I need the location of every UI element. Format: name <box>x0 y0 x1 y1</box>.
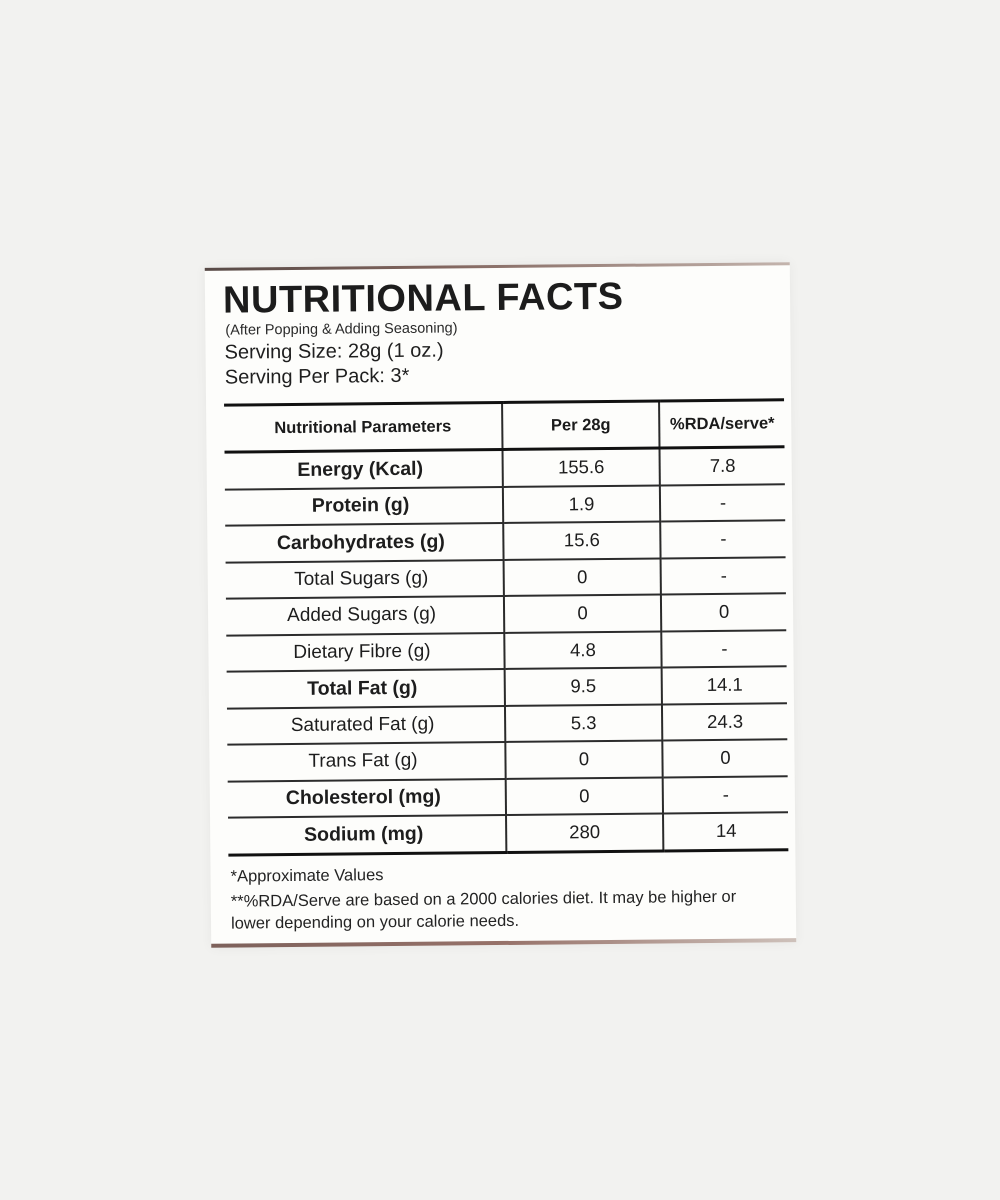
footnote-rda: **%RDA/Serve are based on a 2000 calories diet. It may be higher or lower depending on your calorie needs. <box>230 887 737 933</box>
table-row <box>226 557 786 599</box>
serving-per-pack-text: Serving Per Pack: 3* <box>224 365 410 390</box>
row-parameter: Energy (Kcal) <box>225 450 503 490</box>
row-per-serving: 0 <box>504 595 661 633</box>
row-per-serving: 155.6 <box>503 448 660 487</box>
table-row <box>228 812 788 854</box>
row-per-serving: 280 <box>506 814 663 853</box>
row-parameter: Saturated Fat (g) <box>227 706 505 745</box>
row-rda: - <box>660 484 785 522</box>
footnotes <box>230 860 776 935</box>
row-parameter: Cholesterol (mg) <box>228 779 506 818</box>
row-parameter: Carbohydrates (g) <box>225 523 503 562</box>
row-rda: 24.3 <box>662 703 787 741</box>
nutrition-label-panel <box>205 262 797 948</box>
row-parameter: Sodium (mg) <box>228 815 506 855</box>
row-parameter: Protein (g) <box>225 487 503 526</box>
nutrition-table <box>224 398 788 856</box>
row-per-serving: 0 <box>505 741 662 779</box>
row-per-serving: 4.8 <box>504 631 661 669</box>
serving-size-text: Serving Size: 28g (1 oz.) <box>224 339 444 364</box>
row-rda: - <box>660 520 785 558</box>
table-row <box>227 703 787 745</box>
row-rda: - <box>663 776 788 814</box>
row-rda: 7.8 <box>660 447 785 485</box>
label-subtitle: (After Popping & Adding Seasoning) <box>225 320 458 339</box>
column-header-per-serving: Per 28g <box>502 401 659 450</box>
row-parameter: Trans Fat (g) <box>227 742 505 781</box>
row-rda: 14 <box>663 812 788 850</box>
table-row <box>227 666 787 708</box>
table-header-row <box>224 400 784 452</box>
row-per-serving: 9.5 <box>505 668 662 706</box>
row-rda: - <box>661 630 786 668</box>
row-rda: 0 <box>661 593 786 631</box>
footnote-approximate: *Approximate Values <box>230 865 384 886</box>
row-per-serving: 15.6 <box>503 522 660 560</box>
row-parameter: Total Sugars (g) <box>226 560 504 599</box>
row-rda: 14.1 <box>662 666 787 704</box>
table-row <box>225 484 785 526</box>
table-row <box>225 447 785 489</box>
table-row <box>227 739 787 781</box>
table-header <box>224 400 784 452</box>
row-per-serving: 1.9 <box>503 485 660 523</box>
row-rda: 0 <box>662 739 787 777</box>
column-header-rda: %RDA/serve* <box>659 400 784 448</box>
row-per-serving: 0 <box>506 777 663 815</box>
row-per-serving: 5.3 <box>505 704 662 742</box>
table-row <box>226 593 786 635</box>
table-row <box>225 520 785 562</box>
column-header-parameter: Nutritional Parameters <box>224 403 502 453</box>
row-parameter: Dietary Fibre (g) <box>226 633 504 672</box>
row-per-serving: 0 <box>504 558 661 596</box>
table-row <box>226 630 786 672</box>
row-rda: - <box>661 557 786 595</box>
page-title: NUTRITIONAL FACTS <box>222 275 624 322</box>
row-parameter: Added Sugars (g) <box>226 596 504 635</box>
table-body <box>225 447 789 855</box>
row-parameter: Total Fat (g) <box>227 669 505 708</box>
table-row <box>228 776 788 818</box>
